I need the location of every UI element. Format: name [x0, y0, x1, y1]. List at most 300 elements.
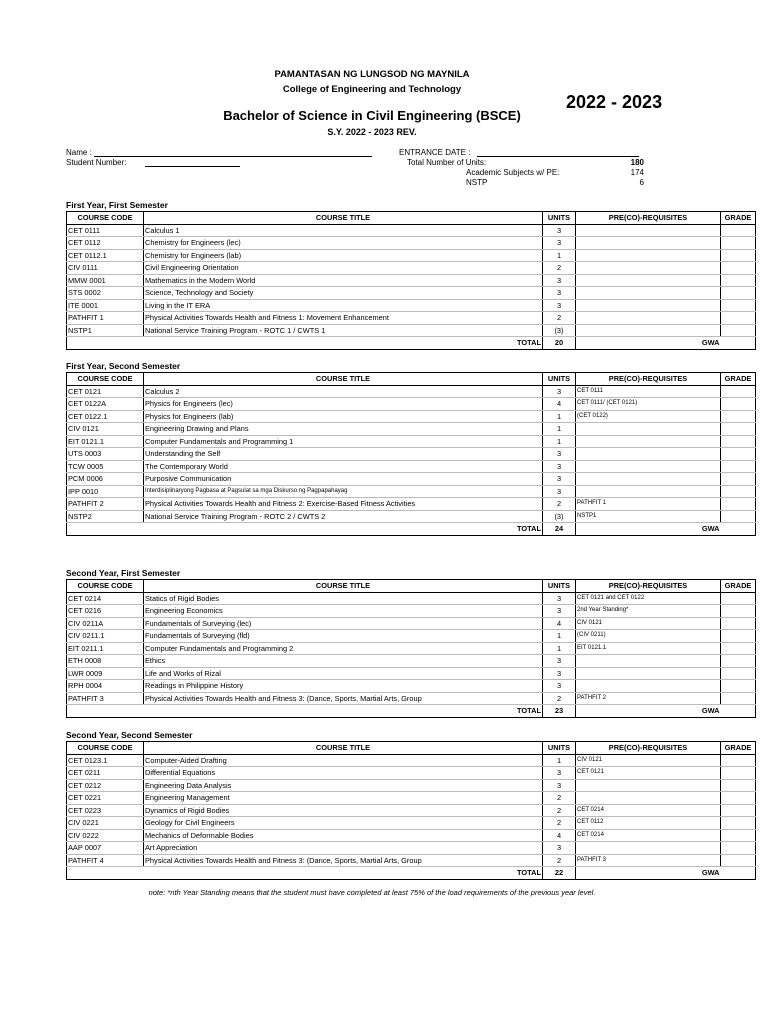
grade-cell[interactable] — [721, 485, 756, 498]
total-row — [67, 867, 756, 880]
grade-cell[interactable] — [721, 680, 756, 693]
table-row — [67, 754, 756, 767]
grade-cell[interactable] — [721, 299, 756, 312]
column-header-prereq: PRE(CO)-REQUISITES — [576, 212, 721, 225]
table-row — [67, 817, 756, 830]
course-units: 3 — [543, 287, 576, 300]
course-title: National Service Training Program - ROTC 1 / CWTS 1 — [144, 324, 543, 337]
course-units: 3 — [543, 842, 576, 855]
column-header-prereq: PRE(CO)-REQUISITES — [576, 742, 721, 755]
course-prereq — [576, 680, 721, 693]
course-units: 1 — [543, 642, 576, 655]
course-prereq — [576, 423, 721, 436]
semester-title: First Year, Second Semester — [66, 361, 181, 371]
course-prereq: PATHFIT 1 — [576, 498, 721, 511]
course-prereq — [576, 224, 721, 237]
course-code: CET 0221 — [67, 792, 144, 805]
course-title: Statics of Rigid Bodies — [144, 592, 543, 605]
column-header-grade: GRADE — [721, 580, 756, 593]
course-title: Fundamentals of Surveying (fld) — [144, 630, 543, 643]
gwa-label: GWA — [576, 705, 721, 718]
total-row — [67, 337, 756, 350]
course-prereq: PATHFIT 3 — [576, 854, 721, 867]
course-units: 1 — [543, 630, 576, 643]
course-title: Physical Activities Towards Health and Fitness 3: (Dance, Sports, Martial Arts, Group — [144, 692, 543, 705]
column-header-units: UNITS — [543, 212, 576, 225]
course-title: Life and Works of Rizal — [144, 667, 543, 680]
grade-cell[interactable] — [721, 398, 756, 411]
total-blank — [67, 337, 144, 350]
course-prereq: (CIV 0211) — [576, 630, 721, 643]
course-title: Interdisiplinaryong Pagbasa at Pagsulat sa mga Diskurso ng Pagpapahayag — [144, 485, 543, 498]
course-units: 3 — [543, 767, 576, 780]
grade-cell[interactable] — [721, 792, 756, 805]
table-row — [67, 324, 756, 337]
grade-cell[interactable] — [721, 249, 756, 262]
grade-cell[interactable] — [721, 817, 756, 830]
course-code: NSTP2 — [67, 510, 144, 523]
course-prereq — [576, 448, 721, 461]
semester-title: First Year, First Semester — [66, 200, 168, 210]
table-row — [67, 262, 756, 275]
course-title: Civil Engineering Orientation — [144, 262, 543, 275]
grade-cell[interactable] — [721, 324, 756, 337]
course-units: 3 — [543, 667, 576, 680]
student-number-label: Student Number: — [66, 158, 127, 167]
table-row — [67, 655, 756, 668]
course-title: Science, Technology and Society — [144, 287, 543, 300]
grade-cell[interactable] — [721, 754, 756, 767]
course-code: CET 0223 — [67, 804, 144, 817]
grade-cell[interactable] — [721, 274, 756, 287]
total-label: TOTAL — [144, 867, 543, 880]
course-title: Computer Fundamentals and Programming 2 — [144, 642, 543, 655]
course-units: 1 — [543, 423, 576, 436]
course-table — [66, 211, 756, 350]
grade-cell[interactable] — [721, 605, 756, 618]
course-units: 3 — [543, 592, 576, 605]
course-prereq: PATHFIT 2 — [576, 692, 721, 705]
total-units-value: 180 — [630, 158, 644, 167]
grade-cell[interactable] — [721, 630, 756, 643]
course-table — [66, 741, 756, 880]
table-row — [67, 312, 756, 325]
grade-cell[interactable] — [721, 655, 756, 668]
total-units: 22 — [543, 867, 576, 880]
course-title: Art Appreciation — [144, 842, 543, 855]
school-year-revision: S.Y. 2022 - 2023 REV. — [327, 127, 417, 137]
total-blank — [67, 705, 144, 718]
grade-cell[interactable] — [721, 642, 756, 655]
grade-cell[interactable] — [721, 435, 756, 448]
grade-cell[interactable] — [721, 423, 756, 436]
course-code: EIT 0121.1 — [67, 435, 144, 448]
course-code: PCM 0006 — [67, 473, 144, 486]
course-units: 4 — [543, 829, 576, 842]
gwa-cell[interactable] — [721, 337, 756, 350]
course-title: Mathematics in the Modern World — [144, 274, 543, 287]
column-header-code: COURSE CODE — [67, 742, 144, 755]
course-title: Calculus 2 — [144, 385, 543, 398]
table-row — [67, 287, 756, 300]
student-number-field[interactable] — [66, 158, 240, 167]
course-title: Calculus 1 — [144, 224, 543, 237]
grade-cell[interactable] — [721, 262, 756, 275]
course-code: CIV 0221 — [67, 817, 144, 830]
course-code: CET 0112.1 — [67, 249, 144, 262]
course-code: CET 0212 — [67, 779, 144, 792]
table-row — [67, 299, 756, 312]
column-header-units: UNITS — [543, 580, 576, 593]
column-header-units: UNITS — [543, 742, 576, 755]
course-prereq — [576, 324, 721, 337]
course-title: Computer Fundamentals and Programming 1 — [144, 435, 543, 448]
course-code: MMW 0001 — [67, 274, 144, 287]
course-units: 3 — [543, 274, 576, 287]
table-row — [67, 630, 756, 643]
course-units: 2 — [543, 804, 576, 817]
table-header-row — [67, 212, 756, 225]
course-code: CET 0211 — [67, 767, 144, 780]
course-units: 2 — [543, 262, 576, 275]
course-code: TCW 0005 — [67, 460, 144, 473]
course-code: CET 0111 — [67, 224, 144, 237]
course-title: Geology for Civil Engineers — [144, 817, 543, 830]
gwa-cell[interactable] — [721, 867, 756, 880]
course-code: CET 0216 — [67, 605, 144, 618]
course-prereq — [576, 779, 721, 792]
course-code: CET 0123.1 — [67, 754, 144, 767]
course-code: PATHFIT 1 — [67, 312, 144, 325]
table-row — [67, 435, 756, 448]
column-header-grade: GRADE — [721, 373, 756, 386]
course-code: UTS 0003 — [67, 448, 144, 461]
course-prereq — [576, 655, 721, 668]
footnote: note: *nth Year Standing means that the student must have completed at least 75% of the load requirements of the previous year level. — [148, 888, 596, 897]
course-units: 1 — [543, 754, 576, 767]
table-row — [67, 692, 756, 705]
course-prereq: CET 0112 — [576, 817, 721, 830]
column-header-code: COURSE CODE — [67, 212, 144, 225]
course-units: 3 — [543, 779, 576, 792]
course-units: 3 — [543, 385, 576, 398]
course-title: Mechanics of Deformable Bodies — [144, 829, 543, 842]
course-units: 3 — [543, 224, 576, 237]
course-code: ETH 0008 — [67, 655, 144, 668]
course-prereq: CET 0121 — [576, 767, 721, 780]
academic-subjects-label: Academic Subjects w/ PE: — [466, 168, 560, 177]
course-prereq — [576, 237, 721, 250]
course-units: 2 — [543, 312, 576, 325]
course-code: CET 0112 — [67, 237, 144, 250]
course-code: PATHFIT 3 — [67, 692, 144, 705]
course-prereq: NSTP1 — [576, 510, 721, 523]
grade-cell[interactable] — [721, 829, 756, 842]
course-prereq — [576, 274, 721, 287]
gwa-label: GWA — [576, 523, 721, 536]
total-label: TOTAL — [144, 523, 543, 536]
course-units: (3) — [543, 510, 576, 523]
column-header-title: COURSE TITLE — [144, 212, 543, 225]
table-row — [67, 224, 756, 237]
course-prereq: CET 0214 — [576, 829, 721, 842]
course-title: Physics for Engineers (lec) — [144, 398, 543, 411]
college-name: College of Engineering and Technology — [282, 84, 462, 95]
course-prereq — [576, 249, 721, 262]
table-row — [67, 498, 756, 511]
grade-cell[interactable] — [721, 448, 756, 461]
course-title: Engineering Economics — [144, 605, 543, 618]
semester-title: Second Year, First Semester — [66, 568, 181, 578]
course-title: Ethics — [144, 655, 543, 668]
column-header-grade: GRADE — [721, 742, 756, 755]
grade-cell[interactable] — [721, 287, 756, 300]
column-header-prereq: PRE(CO)-REQUISITES — [576, 373, 721, 386]
course-title: Dynamics of Rigid Bodies — [144, 804, 543, 817]
grade-cell[interactable] — [721, 842, 756, 855]
grade-cell[interactable] — [721, 312, 756, 325]
course-prereq — [576, 287, 721, 300]
course-code: LWR 0009 — [67, 667, 144, 680]
course-units: 2 — [543, 792, 576, 805]
course-title: Living in the IT ERA — [144, 299, 543, 312]
table-row — [67, 237, 756, 250]
total-blank — [67, 867, 144, 880]
course-code: AAP 0007 — [67, 842, 144, 855]
course-prereq: CIV 0121 — [576, 617, 721, 630]
course-units: 3 — [543, 485, 576, 498]
total-label: TOTAL — [144, 705, 543, 718]
course-code: CIV 0211A — [67, 617, 144, 630]
grade-cell[interactable] — [721, 767, 756, 780]
course-prereq — [576, 435, 721, 448]
student-number-line — [145, 158, 240, 167]
grade-cell[interactable] — [721, 410, 756, 423]
table-row — [67, 423, 756, 436]
name-field[interactable] — [66, 148, 372, 157]
name-line — [94, 148, 372, 157]
course-units: 3 — [543, 299, 576, 312]
course-code: EIT 0211.1 — [67, 642, 144, 655]
course-title: The Contemporary World — [144, 460, 543, 473]
grade-cell[interactable] — [721, 460, 756, 473]
table-row — [67, 667, 756, 680]
column-header-code: COURSE CODE — [67, 580, 144, 593]
total-units: 23 — [543, 705, 576, 718]
table-row — [67, 592, 756, 605]
course-code: CIV 0121 — [67, 423, 144, 436]
grade-cell[interactable] — [721, 237, 756, 250]
grade-cell[interactable] — [721, 779, 756, 792]
course-units: 2 — [543, 498, 576, 511]
column-header-title: COURSE TITLE — [144, 373, 543, 386]
course-prereq — [576, 842, 721, 855]
course-units: 2 — [543, 854, 576, 867]
course-title: National Service Training Program - ROTC 2 / CWTS 2 — [144, 510, 543, 523]
university-name: PAMANTASAN NG LUNGSOD NG MAYNILA — [274, 69, 470, 80]
table-row — [67, 460, 756, 473]
course-table — [66, 372, 756, 536]
course-title: Engineering Data Analysis — [144, 779, 543, 792]
course-code: CIV 0211.1 — [67, 630, 144, 643]
grade-cell[interactable] — [721, 473, 756, 486]
table-row — [67, 642, 756, 655]
table-header-row — [67, 742, 756, 755]
table-row — [67, 605, 756, 618]
table-row — [67, 410, 756, 423]
course-units: 1 — [543, 249, 576, 262]
table-row — [67, 767, 756, 780]
course-prereq — [576, 460, 721, 473]
course-title: Purposive Communication — [144, 473, 543, 486]
academic-year: 2022 - 2023 — [566, 92, 663, 112]
total-units-label: Total Number of Units: — [407, 158, 487, 167]
course-units: 1 — [543, 435, 576, 448]
table-row — [67, 617, 756, 630]
course-title: Physical Activities Towards Health and Fitness 2: Exercise-Based Fitness Activities — [144, 498, 543, 511]
course-prereq — [576, 667, 721, 680]
course-title: Understanding the Self — [144, 448, 543, 461]
name-label: Name : — [66, 148, 92, 157]
course-units: 1 — [543, 410, 576, 423]
course-title: Readings in Philippine History — [144, 680, 543, 693]
grade-cell[interactable] — [721, 854, 756, 867]
course-prereq: CET 0214 — [576, 804, 721, 817]
grade-cell[interactable] — [721, 385, 756, 398]
program-title: Bachelor of Science in Civil Engineering (BSCE) — [223, 108, 521, 123]
table-row — [67, 249, 756, 262]
column-header-prereq: PRE(CO)-REQUISITES — [576, 580, 721, 593]
course-title: Engineering Management — [144, 792, 543, 805]
table-row — [67, 485, 756, 498]
gwa-label: GWA — [576, 337, 721, 350]
course-prereq: 2nd Year Standing* — [576, 605, 721, 618]
entrance-date-line — [477, 148, 639, 157]
course-units: 4 — [543, 617, 576, 630]
course-units: 3 — [543, 448, 576, 461]
table-row — [67, 680, 756, 693]
course-title: Chemistry for Engineers (lab) — [144, 249, 543, 262]
academic-subjects-value: 174 — [630, 168, 644, 177]
total-units: 20 — [543, 337, 576, 350]
course-prereq: (CET 0122) — [576, 410, 721, 423]
grade-cell[interactable] — [721, 592, 756, 605]
course-units: 2 — [543, 692, 576, 705]
grade-cell[interactable] — [721, 804, 756, 817]
course-code: STS 0002 — [67, 287, 144, 300]
course-title: Chemistry for Engineers (lec) — [144, 237, 543, 250]
column-header-units: UNITS — [543, 373, 576, 386]
course-code: RPH 0004 — [67, 680, 144, 693]
course-units: 3 — [543, 473, 576, 486]
total-blank — [67, 523, 144, 536]
table-row — [67, 385, 756, 398]
table-header-row — [67, 580, 756, 593]
course-title: Physical Activities Towards Health and Fitness 3: (Dance, Sports, Martial Arts, Group — [144, 854, 543, 867]
course-prereq — [576, 299, 721, 312]
total-row — [67, 705, 756, 718]
nstp-label: NSTP — [466, 178, 488, 187]
semester-title: Second Year, Second Semester — [66, 730, 193, 740]
course-units: 4 — [543, 398, 576, 411]
course-code: CIV 0111 — [67, 262, 144, 275]
course-units: 2 — [543, 817, 576, 830]
course-code: NSTP1 — [67, 324, 144, 337]
grade-cell[interactable] — [721, 510, 756, 523]
course-units: 3 — [543, 680, 576, 693]
course-prereq: CET 0121 and CET 0122 — [576, 592, 721, 605]
table-row — [67, 473, 756, 486]
course-prereq: EIT 0121.1 — [576, 642, 721, 655]
table-row — [67, 398, 756, 411]
nstp-value: 6 — [639, 178, 644, 187]
course-prereq — [576, 312, 721, 325]
course-prereq — [576, 473, 721, 486]
course-title: Computer-Aided Drafting — [144, 754, 543, 767]
course-units: 3 — [543, 605, 576, 618]
course-code: PATHFIT 4 — [67, 854, 144, 867]
table-row — [67, 274, 756, 287]
entrance-date-field[interactable] — [399, 148, 639, 157]
column-header-title: COURSE TITLE — [144, 742, 543, 755]
gwa-cell[interactable] — [721, 523, 756, 536]
table-row — [67, 854, 756, 867]
total-label: TOTAL — [144, 337, 543, 350]
course-title: Differential Equations — [144, 767, 543, 780]
table-row — [67, 448, 756, 461]
course-code: IPP 0010 — [67, 485, 144, 498]
grade-cell[interactable] — [721, 692, 756, 705]
table-header-row — [67, 373, 756, 386]
course-code: PATHFIT 2 — [67, 498, 144, 511]
course-table — [66, 579, 756, 718]
grade-cell[interactable] — [721, 224, 756, 237]
course-prereq — [576, 485, 721, 498]
course-prereq: CET 0111 — [576, 385, 721, 398]
course-prereq — [576, 262, 721, 275]
entrance-date-label: ENTRANCE DATE : — [399, 148, 471, 157]
table-row — [67, 804, 756, 817]
table-row — [67, 842, 756, 855]
course-units: 3 — [543, 655, 576, 668]
course-code: CET 0122A — [67, 398, 144, 411]
course-units: 3 — [543, 237, 576, 250]
course-code: CET 0214 — [67, 592, 144, 605]
table-row — [67, 779, 756, 792]
course-title: Engineering Drawing and Plans — [144, 423, 543, 436]
total-row — [67, 523, 756, 536]
course-code: CET 0121 — [67, 385, 144, 398]
column-header-code: COURSE CODE — [67, 373, 144, 386]
table-row — [67, 510, 756, 523]
gwa-cell[interactable] — [721, 705, 756, 718]
course-prereq: CIV 0121 — [576, 754, 721, 767]
course-title: Physical Activities Towards Health and Fitness 1: Movement Enhancement — [144, 312, 543, 325]
course-title: Physics for Engineers (lab) — [144, 410, 543, 423]
course-prereq — [576, 792, 721, 805]
total-units: 24 — [543, 523, 576, 536]
gwa-label: GWA — [576, 867, 721, 880]
grade-cell[interactable] — [721, 617, 756, 630]
course-code: CIV 0222 — [67, 829, 144, 842]
grade-cell[interactable] — [721, 498, 756, 511]
table-row — [67, 792, 756, 805]
table-row — [67, 829, 756, 842]
course-units: (3) — [543, 324, 576, 337]
course-code: ITE 0001 — [67, 299, 144, 312]
grade-cell[interactable] — [721, 667, 756, 680]
course-title: Fundamentals of Surveying (lec) — [144, 617, 543, 630]
